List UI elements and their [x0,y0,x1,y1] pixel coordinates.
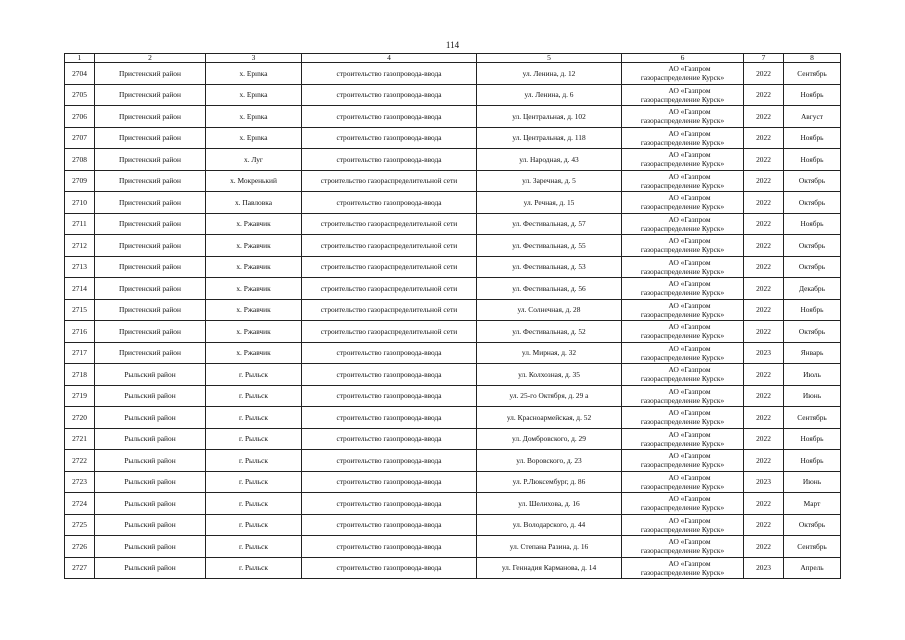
column-header-6: 6 [622,54,744,63]
row-number-cell: 2706 [65,106,95,128]
district-cell: Пристенский район [95,84,206,106]
year-cell: 2022 [744,299,784,321]
organization-line-2: газораспределение Курск» [640,116,725,126]
settlement-cell: х. Ерınка [206,127,302,149]
month-cell: Ноябрь [784,84,841,106]
work-type-cell: строительство газопровода-ввода [302,192,477,214]
month-cell: Ноябрь [784,428,841,450]
settlement-cell: х. Ерınка [206,63,302,85]
organization-line-2: газораспределение Курск» [640,288,725,298]
row-number-cell: 2720 [65,407,95,429]
table-row [65,192,841,214]
month-cell: Ноябрь [784,299,841,321]
year-cell: 2023 [744,471,784,493]
district-cell: Рыльский район [95,364,206,386]
organization-line-1: АО «Газпром [668,365,711,375]
organization-line-1: АО «Газпром [668,322,711,332]
row-number-cell: 2710 [65,192,95,214]
organization-line-1: АО «Газпром [668,300,711,310]
settlement-cell: х. Ржавчик [206,213,302,235]
address-cell: ул. Р.Люксембург, д. 86 [477,471,622,493]
organization-line-2: газораспределение Курск» [640,94,725,104]
district-cell: Пристенский район [95,299,206,321]
organization-line-1: АО «Газпром [668,537,711,547]
organization-line-2: газораспределение Курск» [640,73,725,83]
district-cell: Пристенский район [95,342,206,364]
work-type-cell: строительство газораспределительной сети [302,256,477,278]
organization-line-1: АО «Газпром [668,236,711,246]
work-type-cell: строительство газопровода-ввода [302,536,477,558]
work-type-cell: строительство газопровода-ввода [302,385,477,407]
organization-line-2: газораспределение Курск» [640,180,725,190]
month-cell: Ноябрь [784,149,841,171]
month-cell: Сентябрь [784,63,841,85]
work-type-cell: строительство газопровода-ввода [302,84,477,106]
work-type-cell: строительство газопровода-ввода [302,407,477,429]
district-cell: Рыльский район [95,471,206,493]
settlement-cell: г. Рыльск [206,385,302,407]
column-header-7: 7 [744,54,784,63]
organization-cell [622,106,744,128]
year-cell: 2022 [744,450,784,472]
month-cell: Октябрь [784,321,841,343]
organization-line-2: газораспределение Курск» [640,417,725,427]
address-cell: ул. Володарского, д. 44 [477,514,622,536]
table-row [65,235,841,257]
district-cell: Рыльский район [95,493,206,515]
settlement-cell: г. Рыльск [206,471,302,493]
row-number-cell: 2722 [65,450,95,472]
month-cell: Июнь [784,385,841,407]
month-cell: Октябрь [784,170,841,192]
organization-line-1: АО «Газпром [668,558,711,568]
year-cell: 2022 [744,106,784,128]
year-cell: 2022 [744,235,784,257]
month-cell: Ноябрь [784,127,841,149]
table-row [65,299,841,321]
settlement-cell: х. Ерınка [206,84,302,106]
address-cell: ул. Фестивальная, д. 52 [477,321,622,343]
settlement-cell: г. Рыльск [206,557,302,579]
organization-line-1: АО «Газпром [668,408,711,418]
year-cell: 2023 [744,557,784,579]
year-cell: 2022 [744,536,784,558]
month-cell: Ноябрь [784,450,841,472]
month-cell: Август [784,106,841,128]
organization-line-1: АО «Газпром [668,85,711,95]
address-cell: ул. Мирная, д. 32 [477,342,622,364]
year-cell: 2022 [744,321,784,343]
column-header-2: 2 [95,54,206,63]
year-cell: 2022 [744,278,784,300]
table-row [65,385,841,407]
district-cell: Пристенский район [95,149,206,171]
organization-line-1: АО «Газпром [668,343,711,353]
row-number-cell: 2718 [65,364,95,386]
settlement-cell: х. Луг [206,149,302,171]
year-cell: 2022 [744,170,784,192]
table-body [65,63,841,579]
organization-line-1: АО «Газпром [668,429,711,439]
organization-line-2: газораспределение Курск» [640,266,725,276]
organization-cell [622,450,744,472]
address-cell: ул. 25-го Октября, д. 29 а [477,385,622,407]
work-type-cell: строительство газопровода-ввода [302,364,477,386]
year-cell: 2022 [744,514,784,536]
month-cell: Декабрь [784,278,841,300]
organization-line-2: газораспределение Курск» [640,567,725,577]
settlement-cell: х. Мокренький [206,170,302,192]
row-number-cell: 2712 [65,235,95,257]
district-cell: Пристенский район [95,321,206,343]
row-number-cell: 2711 [65,213,95,235]
work-type-cell: строительство газопровода-ввода [302,471,477,493]
district-cell: Рыльский район [95,557,206,579]
year-cell: 2022 [744,127,784,149]
organization-cell [622,235,744,257]
organization-cell [622,170,744,192]
work-type-cell: строительство газопровода-ввода [302,493,477,515]
address-cell: ул. Фестивальная, д. 57 [477,213,622,235]
row-number-cell: 2713 [65,256,95,278]
settlement-cell: х. Ржавчик [206,256,302,278]
row-number-cell: 2725 [65,514,95,536]
district-cell: Рыльский район [95,428,206,450]
month-cell: Июль [784,364,841,386]
organization-line-2: газораспределение Курск» [640,352,725,362]
organization-line-1: АО «Газпром [668,515,711,525]
address-cell: ул. Центральная, д. 102 [477,106,622,128]
work-type-cell: строительство газораспределительной сети [302,170,477,192]
month-cell: Март [784,493,841,515]
organization-cell [622,536,744,558]
organization-cell [622,385,744,407]
row-number-cell: 2709 [65,170,95,192]
district-cell: Рыльский район [95,450,206,472]
table-row [65,407,841,429]
organization-cell [622,342,744,364]
row-number-cell: 2724 [65,493,95,515]
organization-cell [622,192,744,214]
organization-cell [622,63,744,85]
district-cell: Пристенский район [95,192,206,214]
table-row [65,364,841,386]
document-table [64,53,841,579]
table-row [65,256,841,278]
address-cell: ул. Ленина, д. 12 [477,63,622,85]
district-cell: Пристенский район [95,127,206,149]
row-number-cell: 2714 [65,278,95,300]
month-cell: Ноябрь [784,213,841,235]
year-cell: 2023 [744,342,784,364]
table-row [65,536,841,558]
address-cell: ул. Заречная, д. 5 [477,170,622,192]
address-cell: ул. Колхозная, д. 35 [477,364,622,386]
address-cell: ул. Центральная, д. 118 [477,127,622,149]
table-row [65,428,841,450]
organization-line-1: АО «Газпром [668,150,711,160]
organization-line-1: АО «Газпром [668,451,711,461]
settlement-cell: г. Рыльск [206,493,302,515]
work-type-cell: строительство газопровода-ввода [302,127,477,149]
organization-line-2: газораспределение Курск» [640,309,725,319]
district-cell: Рыльский район [95,407,206,429]
row-number-cell: 2723 [65,471,95,493]
settlement-cell: х. Ржавчик [206,342,302,364]
organization-line-2: газораспределение Курск» [640,223,725,233]
work-type-cell: строительство газопровода-ввода [302,450,477,472]
district-cell: Пристенский район [95,63,206,85]
table-row [65,321,841,343]
organization-cell [622,299,744,321]
year-cell: 2022 [744,385,784,407]
organization-line-2: газораспределение Курск» [640,202,725,212]
organization-cell [622,514,744,536]
row-number-cell: 2719 [65,385,95,407]
organization-line-2: газораспределение Курск» [640,395,725,405]
organization-line-2: газораспределение Курск» [640,374,725,384]
table-row [65,278,841,300]
organization-line-1: АО «Газпром [668,386,711,396]
organization-line-2: газораспределение Курск» [640,524,725,534]
work-type-cell: строительство газопровода-ввода [302,514,477,536]
address-cell: ул. Домбровского, д. 29 [477,428,622,450]
month-cell: Июнь [784,471,841,493]
work-type-cell: строительство газораспределительной сети [302,235,477,257]
work-type-cell: строительство газопровода-ввода [302,557,477,579]
table-row [65,213,841,235]
organization-line-2: газораспределение Курск» [640,460,725,470]
table-row [65,493,841,515]
year-cell: 2022 [744,407,784,429]
organization-line-2: газораспределение Курск» [640,159,725,169]
column-header-4: 4 [302,54,477,63]
work-type-cell: строительство газопровода-ввода [302,149,477,171]
year-cell: 2022 [744,149,784,171]
column-header-1: 1 [65,54,95,63]
organization-cell [622,149,744,171]
table-row [65,106,841,128]
address-cell: ул. Ленина, д. 6 [477,84,622,106]
district-cell: Рыльский район [95,385,206,407]
organization-cell [622,256,744,278]
work-type-cell: строительство газопровода-ввода [302,106,477,128]
row-number-cell: 2705 [65,84,95,106]
row-number-cell: 2708 [65,149,95,171]
row-number-cell: 2716 [65,321,95,343]
organization-cell [622,364,744,386]
organization-cell [622,278,744,300]
row-number-cell: 2707 [65,127,95,149]
organization-line-1: АО «Газпром [668,214,711,224]
column-header-3: 3 [206,54,302,63]
settlement-cell: г. Рыльск [206,514,302,536]
settlement-cell: г. Рыльск [206,536,302,558]
year-cell: 2022 [744,84,784,106]
row-number-cell: 2727 [65,557,95,579]
month-cell: Январь [784,342,841,364]
address-cell: ул. Народная, д. 43 [477,149,622,171]
organization-line-2: газораспределение Курск» [640,438,725,448]
organization-cell [622,321,744,343]
organization-line-2: газораспределение Курск» [640,331,725,341]
address-cell: ул. Фестивальная, д. 56 [477,278,622,300]
organization-line-2: газораспределение Курск» [640,503,725,513]
organization-cell [622,127,744,149]
address-cell: ул. Воровского, д. 23 [477,450,622,472]
address-cell: ул. Речная, д. 15 [477,192,622,214]
district-cell: Пристенский район [95,213,206,235]
organization-line-1: АО «Газпром [668,257,711,267]
settlement-cell: г. Рыльск [206,450,302,472]
organization-line-1: АО «Газпром [668,128,711,138]
address-cell: ул. Фестивальная, д. 55 [477,235,622,257]
table-row [65,450,841,472]
settlement-cell: х. Ржавчик [206,278,302,300]
organization-line-1: АО «Газпром [668,494,711,504]
address-cell: ул. Геннадия Карманова, д. 14 [477,557,622,579]
organization-line-1: АО «Газпром [668,107,711,117]
table-row [65,84,841,106]
row-number-cell: 2717 [65,342,95,364]
work-type-cell: строительство газораспределительной сети [302,299,477,321]
year-cell: 2022 [744,213,784,235]
month-cell: Октябрь [784,514,841,536]
year-cell: 2022 [744,493,784,515]
settlement-cell: х. Ржавчик [206,235,302,257]
settlement-cell: х. Ржавчик [206,299,302,321]
organization-cell [622,213,744,235]
organization-cell [622,407,744,429]
work-type-cell: строительство газопровода-ввода [302,342,477,364]
district-cell: Пристенский район [95,170,206,192]
year-cell: 2022 [744,192,784,214]
district-cell: Пристенский район [95,278,206,300]
organization-cell [622,428,744,450]
work-type-cell: строительство газопровода-ввода [302,428,477,450]
table-row [65,514,841,536]
table-row [65,170,841,192]
district-cell: Пристенский район [95,106,206,128]
work-type-cell: строительство газопровода-ввода [302,63,477,85]
work-type-cell: строительство газораспределительной сети [302,278,477,300]
address-cell: ул. Красноармейская, д. 52 [477,407,622,429]
settlement-cell: х. Ржавчик [206,321,302,343]
address-cell: ул. Шелихова, д. 16 [477,493,622,515]
district-cell: Пристенский район [95,235,206,257]
year-cell: 2022 [744,364,784,386]
table-row [65,63,841,85]
table-row [65,127,841,149]
month-cell: Сентябрь [784,407,841,429]
table-row [65,557,841,579]
column-header-5: 5 [477,54,622,63]
year-cell: 2022 [744,63,784,85]
year-cell: 2022 [744,428,784,450]
organization-cell [622,493,744,515]
month-cell: Сентябрь [784,536,841,558]
table-row [65,342,841,364]
organization-line-1: АО «Газпром [668,64,711,74]
month-cell: Октябрь [784,256,841,278]
column-header-8: 8 [784,54,841,63]
organization-line-2: газораспределение Курск» [640,546,725,556]
organization-line-2: газораспределение Курск» [640,245,725,255]
work-type-cell: строительство газораспределительной сети [302,213,477,235]
organization-cell [622,557,744,579]
organization-line-1: АО «Газпром [668,193,711,203]
row-number-cell: 2721 [65,428,95,450]
month-cell: Октябрь [784,192,841,214]
organization-line-2: газораспределение Курск» [640,137,725,147]
organization-cell [622,84,744,106]
settlement-cell: г. Рыльск [206,364,302,386]
row-number-cell: 2715 [65,299,95,321]
row-number-cell: 2704 [65,63,95,85]
year-cell: 2022 [744,256,784,278]
table-header-row [65,54,841,63]
month-cell: Апрель [784,557,841,579]
settlement-cell: х. Ерınка [206,106,302,128]
row-number-cell: 2726 [65,536,95,558]
table-row [65,149,841,171]
district-cell: Пристенский район [95,256,206,278]
organization-line-1: АО «Газпром [668,171,711,181]
settlement-cell: х. Павловка [206,192,302,214]
month-cell: Октябрь [784,235,841,257]
settlement-cell: г. Рыльск [206,407,302,429]
organization-line-2: газораспределение Курск» [640,481,725,491]
settlement-cell: г. Рыльск [206,428,302,450]
address-cell: ул. Фестивальная, д. 53 [477,256,622,278]
address-cell: ул. Солнечная, д. 28 [477,299,622,321]
organization-line-1: АО «Газпром [668,472,711,482]
page-number: 114 [445,40,460,50]
work-type-cell: строительство газораспределительной сети [302,321,477,343]
district-cell: Рыльский район [95,536,206,558]
organization-line-1: АО «Газпром [668,279,711,289]
organization-cell [622,471,744,493]
address-cell: ул. Степана Разина, д. 16 [477,536,622,558]
table-row [65,471,841,493]
district-cell: Рыльский район [95,514,206,536]
